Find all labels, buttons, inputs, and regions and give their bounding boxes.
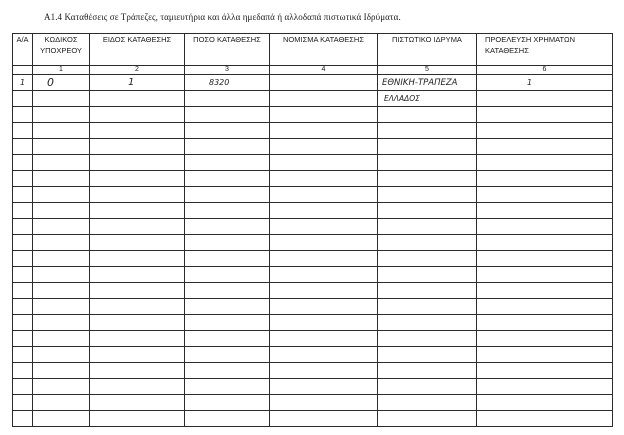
empty-cell xyxy=(378,171,477,187)
empty-cell xyxy=(33,123,90,139)
empty-cell xyxy=(378,299,477,315)
header-deposit-type: ΕΙΔΟΣ ΚΑΤΑΘΕΣΗΣ xyxy=(90,34,185,66)
empty-cell xyxy=(90,331,185,347)
empty-cell xyxy=(270,299,378,315)
empty-cell xyxy=(477,107,613,123)
empty-cell xyxy=(378,283,477,299)
empty-cell xyxy=(378,315,477,331)
empty-cell xyxy=(270,347,378,363)
empty-cell xyxy=(185,315,270,331)
column-number: 2 xyxy=(90,66,185,75)
header-credit-institution: ΠΙΣΤΩΤΙΚΟ ΙΔΡΥΜΑ xyxy=(378,34,477,66)
empty-cell xyxy=(378,155,477,171)
empty-cell xyxy=(13,251,33,267)
empty-cell xyxy=(378,203,477,219)
empty-cell xyxy=(185,379,270,395)
table-row xyxy=(13,171,613,187)
empty-cell xyxy=(90,267,185,283)
empty-cell xyxy=(90,363,185,379)
table-row xyxy=(13,203,613,219)
empty-cell xyxy=(185,155,270,171)
empty-cell xyxy=(185,139,270,155)
empty-cell xyxy=(185,395,270,411)
empty-cell xyxy=(270,251,378,267)
empty-cell xyxy=(185,219,270,235)
empty-cell xyxy=(90,203,185,219)
empty-cell xyxy=(13,315,33,331)
empty-cell xyxy=(378,187,477,203)
deposits-table xyxy=(12,33,613,427)
empty-cell xyxy=(378,123,477,139)
empty-cell xyxy=(13,235,33,251)
empty-cell xyxy=(13,139,33,155)
empty-cell xyxy=(477,395,613,411)
empty-cell xyxy=(477,347,613,363)
empty-cell xyxy=(90,283,185,299)
empty-cell xyxy=(13,379,33,395)
empty-cell xyxy=(33,107,90,123)
empty-cell xyxy=(90,155,185,171)
empty-cell xyxy=(477,379,613,395)
cell-obligor-code: 0 xyxy=(33,75,90,91)
empty-cell xyxy=(33,203,90,219)
table-row xyxy=(13,123,613,139)
cell-deposit-currency xyxy=(270,91,378,107)
empty-cell xyxy=(13,411,33,427)
empty-cell xyxy=(13,331,33,347)
empty-cell xyxy=(13,107,33,123)
empty-cell xyxy=(33,139,90,155)
cell-deposit-type: 1 xyxy=(90,75,185,91)
header-funds-origin: ΠΡΟΕΛΕΥΣΗ ΧΡΗΜΑΤΩΝ ΚΑΤΑΘΕΣΗΣ xyxy=(477,34,613,66)
cell-aa xyxy=(13,91,33,107)
empty-cell xyxy=(13,219,33,235)
empty-cell xyxy=(33,267,90,283)
empty-cell xyxy=(90,379,185,395)
empty-cell xyxy=(270,139,378,155)
empty-cell xyxy=(477,251,613,267)
empty-cell xyxy=(477,363,613,379)
column-number-row xyxy=(13,66,613,75)
empty-cell xyxy=(185,187,270,203)
column-number: 3 xyxy=(185,66,270,75)
empty-cell xyxy=(270,411,378,427)
empty-cell xyxy=(477,155,613,171)
empty-cell xyxy=(270,379,378,395)
empty-cell xyxy=(477,331,613,347)
empty-cell xyxy=(378,251,477,267)
empty-cell xyxy=(33,347,90,363)
empty-cell xyxy=(33,187,90,203)
empty-cell xyxy=(185,267,270,283)
table-row xyxy=(13,331,613,347)
table-row xyxy=(13,315,613,331)
cell-credit-institution: ΕΘΝΙΚΗ-ΤΡΑΠΕΖΑ xyxy=(378,75,477,91)
empty-cell xyxy=(90,123,185,139)
empty-cell xyxy=(33,283,90,299)
cell-deposit-amount: 8320 xyxy=(185,75,270,91)
empty-cell xyxy=(90,251,185,267)
table-row xyxy=(13,395,613,411)
empty-cell xyxy=(13,363,33,379)
empty-cell xyxy=(477,203,613,219)
table-row xyxy=(13,267,613,283)
empty-cell xyxy=(185,347,270,363)
empty-cell xyxy=(13,123,33,139)
empty-cell xyxy=(13,187,33,203)
empty-cell xyxy=(185,283,270,299)
empty-cell xyxy=(33,363,90,379)
empty-cell xyxy=(185,331,270,347)
header-row xyxy=(13,34,613,66)
empty-cell xyxy=(477,411,613,427)
empty-cell xyxy=(270,363,378,379)
table-row xyxy=(13,251,613,267)
table-row xyxy=(13,91,613,107)
empty-cell xyxy=(378,379,477,395)
empty-cell xyxy=(378,267,477,283)
empty-cell xyxy=(378,395,477,411)
table-row xyxy=(13,347,613,363)
empty-cell xyxy=(90,171,185,187)
empty-cell xyxy=(477,219,613,235)
empty-cell xyxy=(378,235,477,251)
cell-funds-origin: 1 xyxy=(477,75,613,91)
empty-cell xyxy=(270,107,378,123)
table-row xyxy=(13,379,613,395)
empty-cell xyxy=(477,139,613,155)
column-number: 1 xyxy=(33,66,90,75)
empty-cell xyxy=(13,347,33,363)
empty-cell xyxy=(477,171,613,187)
header-deposit-currency: ΝΟΜΙΣΜΑ ΚΑΤΑΘΕΣΗΣ xyxy=(270,34,378,66)
empty-cell xyxy=(90,395,185,411)
empty-cell xyxy=(13,267,33,283)
column-number xyxy=(13,66,33,75)
table-row xyxy=(13,411,613,427)
empty-cell xyxy=(185,299,270,315)
empty-cell xyxy=(185,363,270,379)
table-row xyxy=(13,187,613,203)
empty-cell xyxy=(33,235,90,251)
cell-obligor-code xyxy=(33,91,90,107)
table-row xyxy=(13,107,613,123)
empty-cell xyxy=(477,267,613,283)
header-deposit-amount: ΠΟΣΟ ΚΑΤΑΘΕΣΗΣ xyxy=(185,34,270,66)
cell-credit-institution: ΕΛΛΑΔΟΣ xyxy=(378,91,477,107)
empty-cell xyxy=(90,187,185,203)
cell-deposit-currency xyxy=(270,75,378,91)
table-row xyxy=(13,299,613,315)
empty-cell xyxy=(185,251,270,267)
empty-cell xyxy=(477,283,613,299)
empty-cell xyxy=(90,411,185,427)
empty-cell xyxy=(33,299,90,315)
empty-cell xyxy=(378,331,477,347)
header-obligor-code: ΚΩΔΙΚΟΣ ΥΠΟΧΡΕΟΥ xyxy=(33,34,90,66)
page-title: Α1.4 Καταθέσεις σε Τράπεζες, ταμιευτήρια και άλλα ημεδαπά ή αλλοδαπά πιστωτικά Ιδρύματα. xyxy=(44,12,401,22)
empty-cell xyxy=(33,155,90,171)
empty-cell xyxy=(33,315,90,331)
empty-cell xyxy=(33,395,90,411)
empty-cell xyxy=(185,107,270,123)
empty-cell xyxy=(378,347,477,363)
empty-cell xyxy=(13,203,33,219)
empty-cell xyxy=(185,203,270,219)
empty-cell xyxy=(33,331,90,347)
empty-cell xyxy=(270,267,378,283)
empty-cell xyxy=(90,107,185,123)
column-number: 4 xyxy=(270,66,378,75)
table-row xyxy=(13,219,613,235)
empty-cell xyxy=(270,155,378,171)
column-number: 5 xyxy=(378,66,477,75)
empty-cell xyxy=(13,155,33,171)
table-row xyxy=(13,283,613,299)
empty-cell xyxy=(477,187,613,203)
table-row xyxy=(13,139,613,155)
empty-cell xyxy=(13,395,33,411)
header-aa: Α/Α xyxy=(13,34,33,66)
cell-aa: 1 xyxy=(13,75,33,91)
empty-cell xyxy=(90,347,185,363)
empty-cell xyxy=(270,315,378,331)
empty-cell xyxy=(270,203,378,219)
empty-cell xyxy=(378,219,477,235)
cell-deposit-amount xyxy=(185,91,270,107)
empty-cell xyxy=(270,123,378,139)
empty-cell xyxy=(90,235,185,251)
empty-cell xyxy=(90,219,185,235)
column-number: 6 xyxy=(477,66,613,75)
empty-cell xyxy=(33,411,90,427)
empty-cell xyxy=(33,171,90,187)
table-row xyxy=(13,155,613,171)
empty-cell xyxy=(270,171,378,187)
empty-cell xyxy=(378,411,477,427)
empty-cell xyxy=(185,235,270,251)
empty-cell xyxy=(13,171,33,187)
cell-funds-origin xyxy=(477,91,613,107)
empty-cell xyxy=(270,395,378,411)
empty-cell xyxy=(270,235,378,251)
empty-cell xyxy=(378,139,477,155)
empty-cell xyxy=(90,299,185,315)
empty-cell xyxy=(185,123,270,139)
empty-cell xyxy=(90,315,185,331)
table-row xyxy=(13,75,613,91)
empty-cell xyxy=(33,379,90,395)
empty-cell xyxy=(378,363,477,379)
empty-cell xyxy=(33,219,90,235)
empty-cell xyxy=(378,107,477,123)
empty-cell xyxy=(185,411,270,427)
empty-cell xyxy=(270,219,378,235)
empty-cell xyxy=(270,331,378,347)
cell-deposit-type xyxy=(90,91,185,107)
empty-cell xyxy=(477,235,613,251)
table-row xyxy=(13,363,613,379)
empty-cell xyxy=(477,315,613,331)
empty-cell xyxy=(13,299,33,315)
empty-cell xyxy=(477,299,613,315)
empty-cell xyxy=(33,251,90,267)
empty-cell xyxy=(270,187,378,203)
empty-cell xyxy=(90,139,185,155)
empty-cell xyxy=(185,171,270,187)
empty-cell xyxy=(477,123,613,139)
table-row xyxy=(13,235,613,251)
empty-cell xyxy=(13,283,33,299)
empty-cell xyxy=(270,283,378,299)
